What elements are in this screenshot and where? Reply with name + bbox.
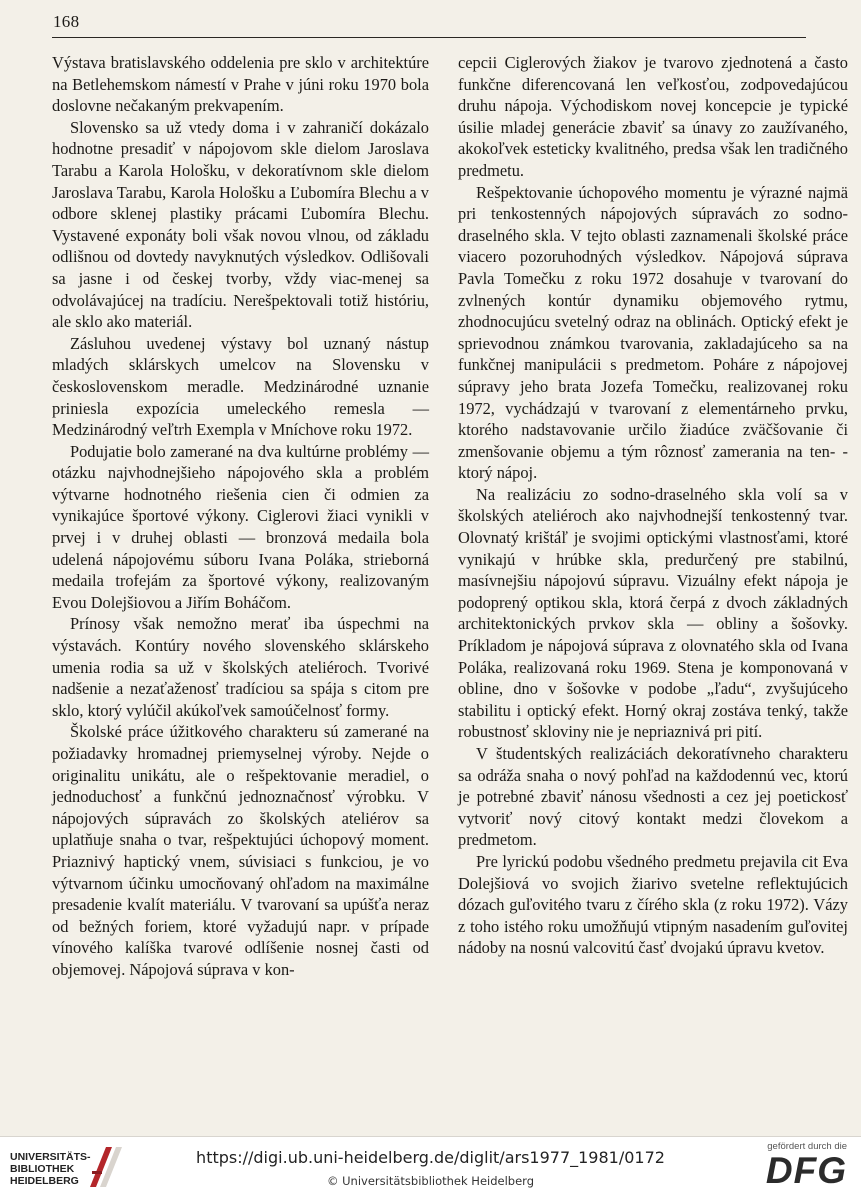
copyright-notice: © Universitätsbibliothek Heidelberg (326, 1174, 534, 1188)
paragraph: Na realizáciu zo sodno-draselného skla volí sa v školských ateliéroch ako najvhodnejší tenkostenný tvar. Olovnatý krištáľ je svojimi optickými vlastnosťami, ktoré vynikajú v hrúbke skla, predurčený pre stabilnú, masívnejšiu nápojovú súpravu. Vizuálny efekt nápoja je podoprený optikou skla, ktorá čerpá z dvoch základných architektonických prvkov skla — obliny a šošovky. Príkladom je nápojová súprava z olovnatého skla od Ivana Poláka, realizovaná roku 1969. Stena je komponovaná v obline, dno v šošovke v podobe „ľadu“, zvyšujúceho stabilitu i optický efekt. Horný okraj zostáva tenký, takže robustnosť sklovinу nie je nepriaznivá pri pití. (458, 484, 848, 742)
paragraph: Zásluhou uvedenej výstavy bol uznaný nástup mladých sklárskych umelcov na Slovensku v československom meradle. Medzinárodné uznanie priniesla expozícia umeleckého remesla — Medzinárodný veľtrh Exempla v Mníchove roku 1972. (52, 333, 429, 440)
library-name-line: UNIVERSITÄTS- (10, 1151, 91, 1163)
library-name-line: HEIDELBERG (10, 1175, 79, 1187)
paragraph: Podujatie bolo zamerané na dva kultúrne problémy — otázku najvhodnejšieho nápojového skla a problém výtvarne hodnotného riešenia cien či odmien za vynikajúce športové výkony. Ciglerovi žiaci vynikli v prvej i v druhej oblasti — bronzová medaila bola udelená nápojovému súboru Ivana Poláka, strieborná medaila trofejám za športové výkony, realizovaným Evou Dolejšiovou a Jiřím Boháčom. (52, 441, 429, 612)
dfg-logo-block[interactable] (747, 1141, 847, 1190)
paragraph: Pre lyrickú podobu všedného predmetu prejavila cit Eva Dolejšiová vo svojich žiarivo svetelne reflektujúcich dózach guľovitého tvaru z čírého skla (z roku 1972). Vázy z toho istého roku umožňujú vtipným nasadením guľovitej nádoby na nosnú valcovitú časť dvojakú úpravu kvetov. (458, 851, 848, 958)
paragraph: Výstava bratislavského oddelenia pre sklo v architektúre na Betlehemskom námestí v Prahe v júni roku 1970 bola doslovne nečakaným prekvapením. (52, 53, 429, 116)
left-column (52, 52, 429, 981)
paragraph: Školské práce úžitkového charakteru sú zamerané na požiadavky hromadnej priemyselnej výroby. Nejde o originalitu unikátu, ale o rešpektovanie meradiel, o jednoduchosť a funkčnú jednoznačnosť výrobku. V nápojových súpravách zo školských ateliérov sa uplatňuje snaha o tvar, rešpektujúci úchopový moment. Priaznivý haptický vnem, súvisiaci s funkciou, je vo výtvarnom účinku umocňovaný ohľadom na maximálne presadenie kvalít materiálu. V tvarovaní sa upúšťa neraz od bežných foriem, ktoré vyžadujú napr. v prípade vínového kalíška tvarové odlíšenie nosnej časti od objemovej. Nápojová súprava v kon- (52, 722, 429, 979)
paragraph: V študentských realizáciách dekoratívneho charakteru sa odráža snaha o nový pohľad na každodennú vec, ktorú je potrebné zbaviť nánosu všednosti a cez jej poetickosť vytvoriť nový citový kontakt medzi človekom a predmetom. (458, 744, 848, 850)
paragraph: Slovensko sa už vtedy doma i v zahraničí dokázalo hodnotne presadiť v nápojovom skle dielom Jaroslava Tarabu a Karola Hološku, v dekoratívnom skle dielom Jaroslava Tarabu, Karola Hološku a Ľubomíra Blechu a v odbore sklenej plastiky prácami Ľubomíra Blechu. Vystavené exponáty boli však novou vlnou, od základu odlišnou od dovtedy navyknutých výsledkov. Odlišovali sa jasne i od českej tvorby, vždy viac-menej sa odvolávajúcej na tradíciu. Nerešpektovali totiž históriu, ale sklo ako materiál. (52, 117, 429, 332)
right-column (458, 52, 848, 959)
footer-bar (0, 1136, 861, 1197)
dfg-logo: DFG (765, 1150, 847, 1191)
library-name-line: BIBLIOTHEK (10, 1163, 75, 1175)
paragraph: cepcii Ciglerových žiakov je tvarovo zjednotená a často funkčne diferencovaná len veľkosťou, zodpovedajúcou druhu nápoja. Východiskom novej koncepcie je typické úsilie mladej generácie zbaviť sa únavy zo zaužívaného, akokoľvek esteticky kvalitného, predsa však len tradičného predmetu. (458, 53, 848, 180)
paragraph: Rešpektovanie úchopového momentu je výrazné najmä pri tenkostenných nápojových súpravách zo sodno-draselného skla. V tejto oblasti zaznamenali školské práce viacero pozoruhodných výsledkov. Nápojová súprava Pavla Tomečku z roku 1972 dosahuje v tvarovaní do zvlnených kontúr dynamiku objemového rytmu, zhodnocujúcu svetelný odraz na oblinách. Optický efekt je sprievodnou známkou tvarovania, zakladajúceho sa na funkčnej manipulácii s predmetom. Poháre z nápojovej súpravy jeho brata Jozefa Tomečku, realizovanej roku 1972, vychádzajú v tvarovaní z elementárneho prvku, ktorého nadstavovanie určilo žiadúce zväčšovanie či zmenšovanie objemu a tým rôznosť zamerania na ten- -ktorý nápoj. (458, 182, 848, 483)
page-number: 168 (53, 12, 80, 31)
supported-by-label: gefördert durch die (767, 1141, 847, 1152)
top-rule (52, 37, 806, 38)
paragraph: Prínosy však nemožno merať iba úspechmi na výstavách. Kontúry nového slovenského sklárskeho umenia rodia sa už v školských ateliéroch. Tvorivé nadšenie a nezaťaženosť tradíciou sa spája s citom pre sklo, ktorý vylúčil akúkoľvek samoúčelnosť formy. (52, 614, 429, 720)
page-url[interactable]: https://digi.ub.uni-heidelberg.de/diglit/ars1977_1981/0172 (196, 1148, 665, 1167)
